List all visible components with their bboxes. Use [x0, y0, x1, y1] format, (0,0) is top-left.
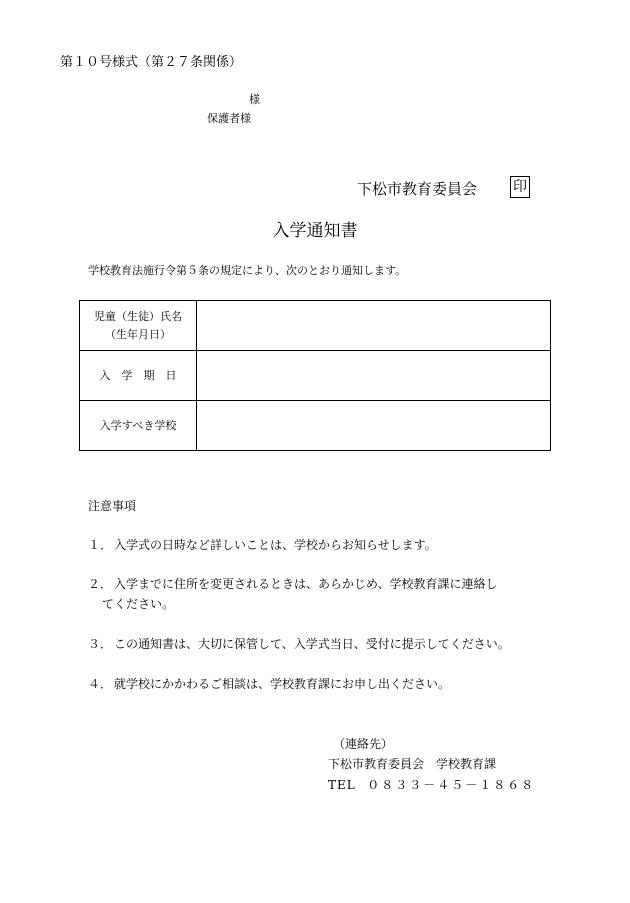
contact-org: 下松市教育委員会 学校教育課: [328, 757, 497, 771]
table-row: [80, 351, 551, 401]
addressee-honorific: 様: [249, 93, 260, 106]
tel-label: TEL: [328, 778, 356, 792]
note-item: [88, 674, 450, 694]
tel-number: ０８３３－４５－１８６８: [367, 778, 536, 792]
admission-date-value-cell: [197, 351, 551, 401]
admission-date-label: 入 学 期 日: [80, 351, 197, 401]
name-label-cell: [80, 301, 197, 351]
name-label: 児童（生徒）氏名: [94, 309, 182, 323]
table-row: [80, 401, 551, 451]
seal-stamp: 印: [510, 176, 530, 198]
note-number: ２．: [88, 577, 113, 591]
note-item: [88, 535, 437, 555]
birthdate-sublabel: （生年月日）: [105, 327, 171, 341]
issuer-name: 下松市教育委員会: [357, 180, 478, 198]
contact-label: （連絡先）: [333, 737, 394, 751]
contact-tel-line: [328, 776, 535, 793]
school-label: 入学すべき学校: [80, 401, 197, 451]
note-number: ３．: [88, 637, 113, 651]
note-number: １．: [88, 538, 113, 552]
document-title: 入学通知書: [272, 221, 358, 241]
note-continuation: てください。: [102, 597, 175, 611]
info-table: [79, 300, 551, 451]
guardian-line: 保護者様: [207, 112, 251, 125]
note-text: この通知書は、大切に保管して、入学式当日、受付に提示してください。: [114, 637, 510, 651]
table-row: [80, 301, 551, 351]
notes-heading: 注意事項: [88, 499, 137, 513]
note-item: [88, 574, 498, 614]
note-item: [88, 634, 510, 654]
note-number: ４．: [88, 677, 113, 691]
school-value-cell: [197, 401, 551, 451]
name-value-cell: [197, 301, 551, 351]
note-text: 就学校にかかわるご相談は、学校教育課にお申し出ください。: [114, 677, 451, 691]
note-text: 入学式の日時など詳しいことは、学校からお知らせします。: [114, 538, 437, 552]
intro-text: 学校教育法施行令第５条の規定により、次のとおり通知します。: [88, 264, 407, 277]
note-text: 入学までに住所を変更されるときは、あらかじめ、学校教育課に連絡し: [114, 577, 498, 591]
form-number: 第１０号様式（第２７条関係）: [60, 55, 243, 70]
